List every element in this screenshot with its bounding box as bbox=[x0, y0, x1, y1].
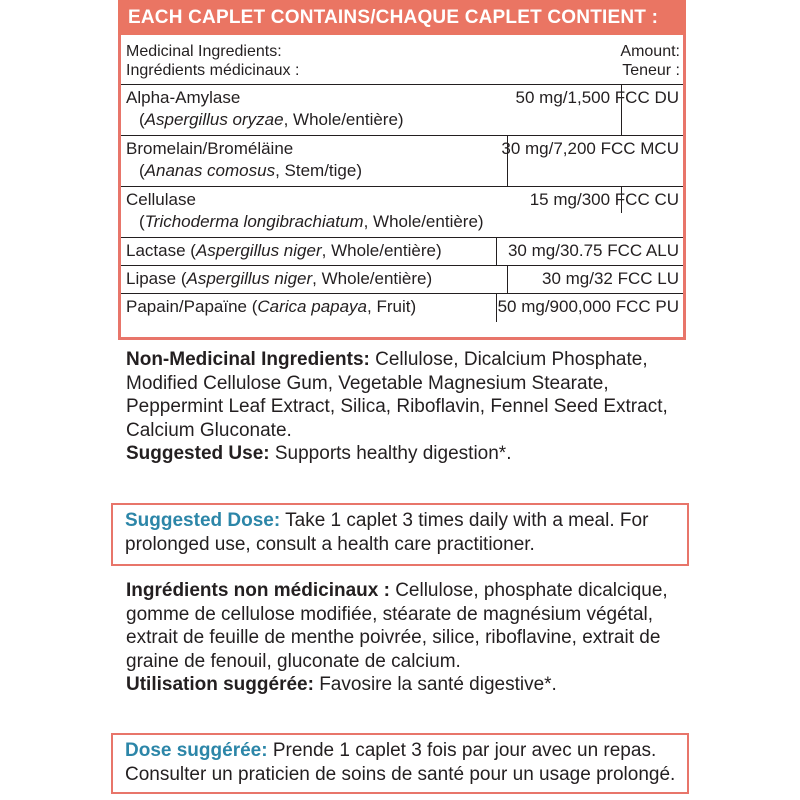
table-row bbox=[121, 187, 683, 238]
col-ingredients-en: Medicinal Ingredients: bbox=[126, 43, 282, 60]
header-right bbox=[620, 42, 680, 80]
ingredient-amount: 30 mg/32 FCC LU bbox=[542, 269, 679, 288]
ingredient-name: Lipase (Aspergillus niger, Whole/entière) bbox=[126, 269, 433, 288]
ingredient-source: (Trichoderma longibrachiatum, Whole/entière) bbox=[139, 212, 484, 231]
col-amount-en: Amount: bbox=[620, 43, 680, 60]
ingredient-amount: 30 mg/7,200 FCC MCU bbox=[501, 139, 679, 158]
use-label-en: Suggested Use: bbox=[126, 443, 270, 464]
nmi-label-fr: Ingrédients non médicinaux : bbox=[126, 580, 390, 601]
dose-label-en: Suggested Dose: bbox=[125, 510, 281, 531]
ingredient-name: Papain/Papaïne (Carica papaya, Fruit) bbox=[126, 297, 417, 316]
table-header bbox=[121, 35, 683, 85]
ingredient-name: Cellulase bbox=[126, 190, 196, 209]
non-medicinal-ingredients-en: Non-Medicinal Ingredients: Cellulose, Dicalcium Phosphate, Modified Cellulose Gum, Vegetable Magnesium Stearate, Peppermint Leaf Extract, Silica, Riboflavin, Fennel Seed Extract, Calcium Gluconate. Suggested Use: Supports healthy digestion*. bbox=[126, 349, 668, 464]
panel-header: EACH CAPLET CONTAINS/CHAQUE CAPLET CONTIENT : bbox=[118, 0, 686, 35]
ingredient-source: (Aspergillus oryzae, Whole/entière) bbox=[139, 110, 404, 129]
nmi-label-en: Non-Medicinal Ingredients: bbox=[126, 349, 370, 370]
col-ingredients-fr: Ingrédients médicinaux : bbox=[126, 62, 300, 79]
suggested-dose-box-en: Suggested Dose: Take 1 caplet 3 times daily with a meal. For prolonged use, consult a health care practitioner. bbox=[111, 503, 689, 566]
ingredient-amount: 50 mg/1,500 FCC DU bbox=[515, 88, 679, 107]
table-row bbox=[121, 136, 683, 187]
column-divider bbox=[507, 266, 508, 293]
dose-label-fr: Dose suggérée: bbox=[125, 740, 268, 761]
ingredient-name: Bromelain/Broméläine bbox=[126, 139, 294, 158]
table-row bbox=[121, 266, 683, 294]
ingredient-amount: 15 mg/300 FCC CU bbox=[529, 190, 679, 209]
header-left bbox=[126, 42, 299, 80]
table-row bbox=[121, 85, 683, 136]
column-divider bbox=[496, 238, 497, 265]
ingredient-amount: 30 mg/30.75 FCC ALU bbox=[507, 241, 679, 260]
ingredients-table bbox=[121, 35, 683, 322]
col-amount-fr: Teneur : bbox=[622, 62, 680, 79]
non-medicinal-ingredients-fr: Ingrédients non médicinaux : Cellulose, phosphate dicalcique, gomme de cellulose modifiée, stéarate de magnésium végétal, extrait de feuille de menthe poivrée, silice, riboflavine, extrait de graine de fenouil, gluconate de calcium. Utilisation suggérée: Favosire la santé digestive*. bbox=[126, 580, 668, 695]
suggested-dose-box-fr: Dose suggérée: Prende 1 caplet 3 fois par jour avec un repas. Consulter un praticien de soins de santé pour un usage prolongé. bbox=[111, 733, 689, 794]
ingredient-name: Lactase (Aspergillus niger, Whole/entière) bbox=[126, 241, 442, 260]
ingredient-amount: 50 mg/900,000 FCC PU bbox=[497, 297, 679, 316]
ingredient-name: Alpha-Amylase bbox=[126, 88, 241, 107]
table-row bbox=[121, 294, 683, 322]
use-label-fr: Utilisation suggérée: bbox=[126, 674, 314, 695]
table-row bbox=[121, 238, 683, 266]
ingredient-source: (Ananas comosus, Stem/tige) bbox=[139, 161, 362, 180]
